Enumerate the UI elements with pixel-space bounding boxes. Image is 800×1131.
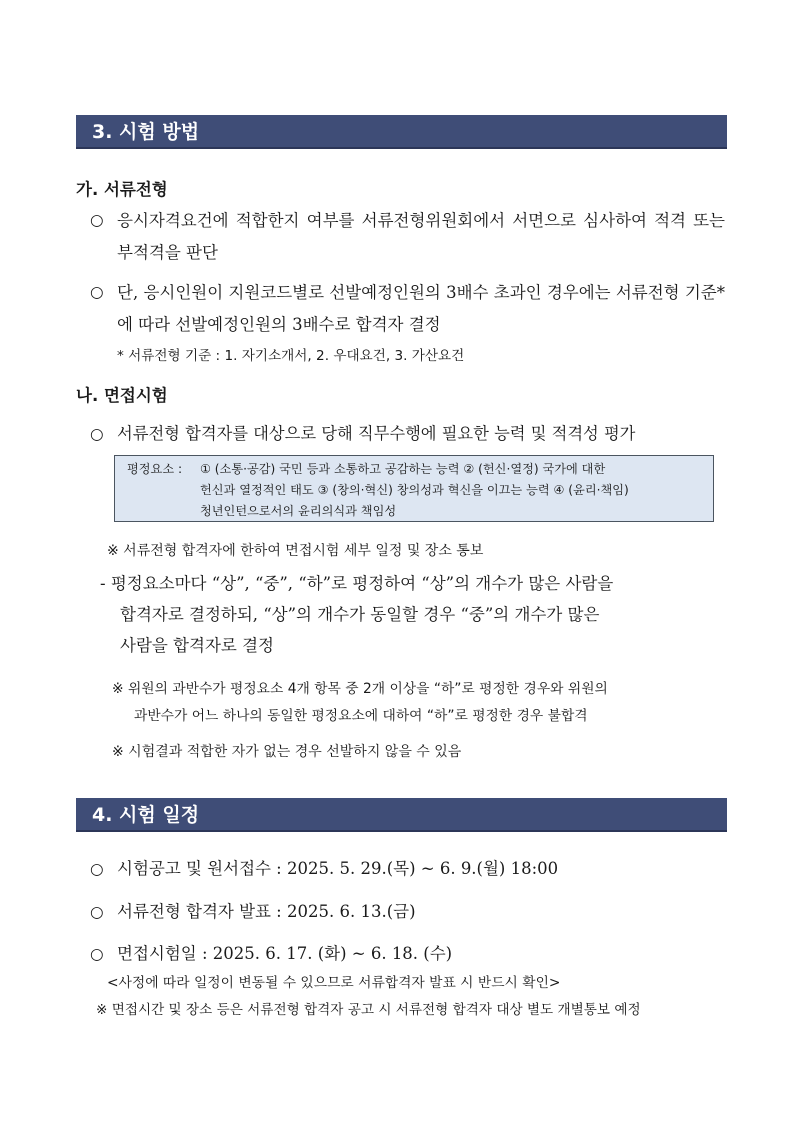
bullet-icon: ○: [90, 425, 104, 443]
evaluation-line: 헌신과 열정적인 태도 ③ (창의·혁신) 창의성과 혁신을 이끄는 능력 ④ (윤리·책임): [200, 483, 629, 497]
bullet-icon: ○: [90, 945, 104, 963]
interview-heading: 나. 면접시험: [76, 386, 168, 405]
evaluation-line: 청년인턴으로서의 윤리의식과 책임성: [200, 504, 397, 518]
interview-notice-3: ※ 시험결과 적합한 자가 없는 경우 선발하지 않을 수 있음: [112, 744, 462, 760]
interview-item: 서류전형 합격자를 대상으로 당해 직무수행에 필요한 능력 및 적격성 평가: [117, 424, 636, 443]
rule-line: 합격자로 결정하되, “상”의 개수가 동일할 경우 “중”의 개수가 많은: [120, 605, 600, 624]
schedule-item-application: 시험공고 및 원서접수 : 2025. 5. 29.(목) ~ 6. 9.(월) 18:00: [117, 859, 559, 878]
evaluation-line: ① (소통·공감) 국민 등과 소통하고 공감하는 능력 ② (헌신·열정) 국가에 대한: [200, 462, 606, 476]
bullet-icon: ○: [90, 211, 104, 229]
bullet-icon: ○: [90, 860, 104, 878]
schedule-item-screening-result: 서류전형 합격자 발표 : 2025. 6. 13.(금): [117, 902, 416, 921]
interview-notice-1: ※ 서류전형 합격자에 한하여 면접시험 세부 일정 및 장소 통보: [107, 543, 484, 559]
schedule-final-note: ※ 면접시간 및 장소 등은 서류전형 합격자 공고 시 서류전형 합격자 대상 별도 개별통보 예정: [96, 1002, 641, 1018]
evaluation-label: 평정요소 :: [127, 462, 183, 476]
interview-notice-2: ※ 위원의 과반수가 평정요소 4개 항목 중 2개 이상을 “하”로 평정한 경우와 위원의: [112, 681, 608, 697]
bullet-icon: ○: [90, 283, 104, 301]
screening-item-1: 응시자격요건에 적합한지 여부를 서류전형위원회에서 서면으로 심사하여 적격 또는 부적격을 판단: [117, 211, 725, 262]
evaluation-criteria-box: [114, 455, 714, 522]
screening-item-2: 단, 응시인원이 지원코드별로 선발예정인원의 3배수 초과인 경우에는 서류전형 기준*에 따라 선발예정인원의 3배수로 합격자 결정: [117, 283, 725, 334]
interview-notice-2: 과반수가 어느 하나의 동일한 평정요소에 대하여 “하”로 평정한 경우 불합격: [134, 708, 588, 724]
schedule-item-interview-date: 면접시험일 : 2025. 6. 17. (화) ~ 6. 18. (수): [117, 944, 453, 963]
bullet-icon: ○: [90, 903, 104, 921]
screening-criteria-note: * 서류전형 기준 : 1. 자기소개서, 2. 우대요건, 3. 가산요건: [117, 348, 465, 364]
section-4-title: 4. 시험 일정: [76, 798, 727, 832]
rule-line: 사람을 합격자로 결정: [120, 636, 274, 655]
schedule-sub-note: <사정에 따라 일정이 변동될 수 있으므로 서류합격자 발표 시 반드시 확인>: [107, 975, 561, 991]
rule-line: - 평정요소마다 “상”, “중”, “하”로 평정하여 “상”의 개수가 많은 사람을: [100, 574, 614, 593]
screening-heading: 가. 서류전형: [76, 180, 168, 199]
section-3-title: 3. 시험 방법: [76, 115, 727, 149]
